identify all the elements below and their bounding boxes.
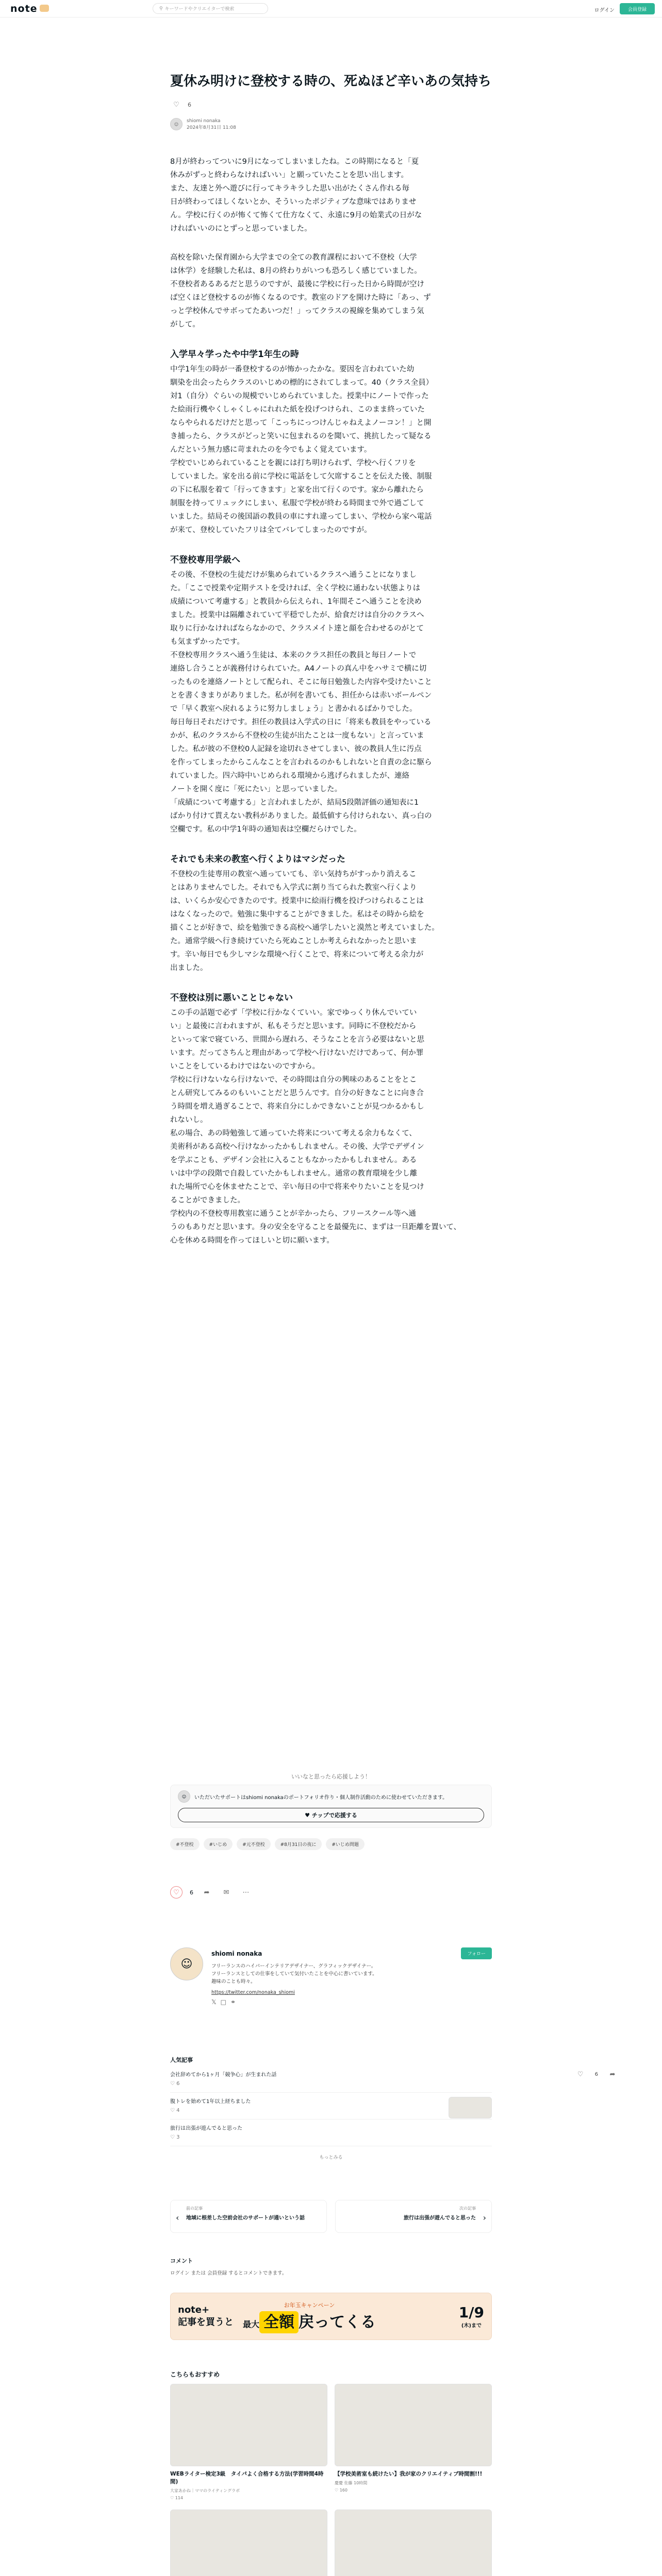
note-logo[interactable]: note: [10, 3, 49, 14]
recommend-thumb: [335, 2510, 492, 2576]
next-article[interactable]: › 次の記事 旅行は出張が遊んでると思った: [335, 2200, 492, 2233]
popular-articles: 人気記事 会社辞めてから1ヶ月「競争心」が生まれた話 ♡ 6 腹トレを始めて1年以上経ちました ♡ 4 旅行は出張が遊んでると思った ♡ 3 もっとみる: [170, 2056, 492, 2160]
comment-icon[interactable]: ✉: [223, 1888, 229, 1896]
heart-icon[interactable]: ♡: [335, 2488, 339, 2493]
instagram-icon[interactable]: □: [220, 1998, 227, 2006]
paragraph: その後、不登校の生徒だけが集められているクラスへ通うことになりまし た。「ここで授業や定期テストを受ければ、全く学校に通わない状態よりは 成績について考慮する」と教員から伝えられ、1年間そこへ通うことを決め ました。授業中は隔離されていて平穏でしたが、給食だけは自分のクラスへ 取りに行かなければならなかので、クラスメイト達と顔を合わせるのがとて も気まずかったです。 不登校専用クラスへ通う生徒は、本来のクラス担任の教員と毎日ノートで 連絡し合うことが義務付けられていた。A4ノートの真ん中をハサミで横に切 ったものを連絡ノートとして配られ、そこに毎日勉強した内容や受けたいこと とを書くきまりがありました。私が何を書いても、担任からは赤いボールペン で「早く教室へ戻れるように努力しましょう」と書かれるばかりでした。 毎日毎日それだけです。担任の教員は入学式の日に「将来も教員をやっている かが、私のクラスから不登校の生徒が出たことは一度もない」と言っていま した。私が彼の不登校0人記録を途切れさせてしまい、彼の教員人生に汚点 を作ってしまったからこんなことを言われるのかもしれないと自責の念に駆ら れていました。四六時中いじめられる環境から逃げられましたが、連絡 ノートを開く度に「死にたい」と思っていました。 「成績について考慮する」と言われましたが、結局5段階評価の通知表に1 ばかり付けて貰えない教科がありました。最低値すら付けられない、真っ白の 空欄です。私の中学1年時の通知表は空欄だらけでした。: [170, 571, 432, 834]
search-icon: ⚲: [159, 6, 163, 11]
article-title: 夏休み明けに登校する時の、死ぬほど辛いあの気持ち: [170, 74, 491, 89]
support-message: いただいたサポートはshiomi nonakaのポートフォリオ作り・個人制作活動のために使わせていただきます。: [194, 1794, 448, 1801]
avatar[interactable]: ☺: [170, 118, 183, 130]
x-icon[interactable]: 𝕏: [211, 1998, 217, 2006]
comment-login-link[interactable]: ログイン または 会員登録 するとコメントできます。: [170, 2270, 287, 2276]
signup-button[interactable]: 会員登録: [620, 3, 655, 14]
section-heading: それでも未来の教室へ行くよりはマシだった: [170, 854, 345, 865]
header: [0, 0, 662, 18]
recommend-card[interactable]: [170, 2384, 327, 2500]
campaign-banner[interactable]: note+ 記事を買うと お年玉キャンペーン 最大 全額 戻ってくる 1/9 (木)まで: [170, 2293, 492, 2340]
heart-icon[interactable]: ♡: [173, 100, 179, 109]
recommend: こちらもおすすめ WEBライター検定3級 タイパよく合格する方法(学習時間4時間) 大家あかね｜ママのライティングラボ ♡ 114 【学校美術室も続けたい】我が家のクリエイティブ時間割!!! 慶慶 佐藤 10時間 ♡ 160: [170, 2370, 492, 2576]
tag-chip[interactable]: #不登校: [170, 1838, 200, 1850]
follow-button[interactable]: フォロー: [461, 1947, 492, 1959]
profile-card: [170, 1947, 492, 2006]
author-name[interactable]: shiomi nonaka: [187, 118, 221, 124]
recommend-thumb: [170, 2384, 327, 2466]
share-icon[interactable]: ➦: [204, 1888, 210, 1896]
recommend-title[interactable]: 【学校美術室も続けたい】我が家のクリエイティブ時間割!!!: [335, 2471, 483, 2477]
side-share-icon[interactable]: ➦: [609, 2070, 616, 2078]
recommend-thumb: [335, 2384, 492, 2466]
chevron-left-icon: ‹: [176, 2213, 179, 2223]
paragraph: この手の話題で必ず「学校に行かなくていい。家でゆっくり休んでいてい い」と最後に言われますが、私もそうだと思います。同時に不登校だから といって家で寝ていろ、世間から遅れろ、そうなことを言う必要はないと思 います。だってさちんと理由があって学校へ行けないだけであって、何か罪 いことをしているわけではないのですから。 学校に行けないなら行けないで、その時間は自分の興味のあることをとこ とん研究してみるのもいいことだと思うんです。自分の好きなことに向き合 う時間を増え過ぎることで、将来自分にしかできないことが見つかるかもし れないし。 私の場合、あの時勉強して通っていた将来について考える余力もなくて、 美術科がある高校へ行けなかったかもしれません。その後、大学でデザイン を学ぶことも、デザイン会社に入ることもなかったかもしれません。ある いは中学の段階で自殺していたかもしれません。通常の教育環境を少し離 れた場所で心を休ませたことで、辛い毎日の中で将来やりたいことを見つけ ることができました。 学校内の不登校専用教室に通うことが辛かったら、フリースクール等へ通 うのもありだと思います。身の安全を守ることを最優先に、まずは一旦距離を置いて、 心を休める時間を作ってほしいと切に願います。: [170, 1009, 461, 1245]
like-heart-icon[interactable]: ♡: [170, 1886, 183, 1899]
recommend-card[interactable]: [170, 2510, 327, 2576]
post-date: 2024年8月31日 11:08: [187, 125, 236, 130]
paragraph: 高校を除いた保育園から大学までの全ての教育課程において不登校（大学 は休学）を経験した私は、8月の終わりがいつも恐ろしく感じていました。 不登校者あるあるだと思うのですが、最後に学校に行った日から時間が空け ば空くほど登校するのが怖くなるのです。教室のドアを開けた時に「あっ、ず っと学校休んでサボってたあいつだ！」ってクラスの視線を集めてしまう気 がして。: [170, 253, 431, 329]
popular-item[interactable]: 腹トレを始めて1年以上経ちました ♡ 4: [170, 2093, 492, 2120]
recommend-author: 慶慶 佐藤 10時間: [335, 2481, 368, 2485]
section-heading: 不登校専用学級へ: [170, 555, 240, 565]
chevron-right-icon: ›: [483, 2213, 486, 2223]
tag-chip[interactable]: #いじめ: [204, 1838, 233, 1850]
profile-avatar[interactable]: ☺: [170, 1947, 203, 1980]
paragraph: 不登校の生徒専用の教室へ通っていても、辛い気持ちがすっかり消えるこ とはありませんでした。それでも入学式に割り当てられた教室へ行くより は、いくらか安心できたのです。授業中に絵雨行機を投げつけられることは はなくなったので。勉強に集中することができました。私はその時から絵を 描くことが好きで、絵を勉強できる高校へ通学したいと漠然と考えていました。 た。通常学級へ行き続けていたら死ぬことしか考えられなかったと思いま す。辛い毎日でも少しマシな環境へ行くことで、将来について考える余力が 出ました。: [170, 870, 439, 972]
cat-icon: [40, 5, 49, 12]
recommend-card[interactable]: [335, 2510, 492, 2576]
tag-chip[interactable]: #いじめ問題: [326, 1838, 365, 1850]
heart-icon[interactable]: ♡: [170, 2496, 174, 2500]
article-like-row: [170, 98, 492, 111]
recommend-likes: 114: [175, 2496, 183, 2500]
recommend-title[interactable]: WEBライター検定3級 タイパよく合格する方法(学習時間4時間): [170, 2471, 324, 2485]
tip-button[interactable]: ♥ チップで応援する: [178, 1808, 484, 1822]
recommend-thumb: [170, 2510, 327, 2576]
recommend-card[interactable]: [335, 2384, 492, 2500]
tip-icon: ♥: [305, 1811, 312, 1819]
article-body: [170, 155, 492, 1247]
paragraph: 中学1年生の時が一番登校するのが怖かったかな。要因を言われていた幼 馴染を出会ったらクラスのいじめの標的にされてしまって。40（クラス全員） 対1（自分）ぐらいの規模でいじめられていました。授業中にノートで作った た絵雨行機やくしゃくしゃにれれた紙を投げつけられ、このまま終っていた ならやられるだけだと思って「こっちにっつけんじゃねえよノーコン！」と開 き捕ったら、クラスがどっと笑いに包まれるのを聞いて、挑抗したって疑なる んだという無力感に苛まれたのを今でもよく覚えています。 学校でいじめられていることを親には打ち明けられず、学校へ行くフリを していました。家を出る前に学校に電話をして欠席することを伝えた後、制服 の下に私服を着て「行ってきます」と家を出て行くのです。家から離れたら 制服を持ってリュックにしまい、私服で学校が終わる時間まで外で過ごして いました。結局その後国語の教員の車にすれ違ってしまい、学校から家へ電話 が来て、登校していたフリは全てバレてしまったのですが。: [170, 365, 434, 534]
tag-chip[interactable]: #元不登校: [237, 1838, 271, 1850]
like-count: 6: [188, 101, 191, 108]
more-link[interactable]: もっとみる: [319, 2155, 343, 2160]
paragraph: 8月が終わってついに9月になってしまいましたね。この時期になると「夏 休みがずっと終わらなければいい」と願っていたことを思い出します。 また、友達と外へ遊びに行ってキラキラした思い出がたくさん作れる毎 日が終わってほしくないとか、そういったポジティブな意味ではありませ ん。学校に行くのが怖くて怖くて仕方なくて、永遠に9月の始業式の日がな ければいいのにとずっと思っていました。: [170, 158, 422, 233]
side-heart-icon[interactable]: ♡: [577, 2070, 584, 2078]
author-block[interactable]: [170, 118, 492, 130]
action-bar: ♡ 6 ➦ ✉ ⋯: [170, 1886, 492, 1899]
popular-thumb: [449, 2097, 492, 2119]
section-heading: 不登校は別に悪いことじゃない: [170, 993, 293, 1003]
more-icon[interactable]: ⋯: [242, 1888, 250, 1896]
popular-item[interactable]: 旅行は出張が遊んでると思った ♡ 3: [170, 2120, 492, 2146]
website-icon[interactable]: ⚭: [230, 1998, 236, 2006]
section-heading: 入学早々学ったや中学1年生の時: [170, 349, 299, 360]
comments: コメント ログイン または 会員登録 するとコメントできます。: [170, 2257, 492, 2276]
profile-name[interactable]: shiomi nonaka: [211, 1950, 262, 1957]
support-box: [170, 1772, 492, 1899]
popular-item[interactable]: 会社辞めてから1ヶ月「競争心」が生まれた話 ♡ 6: [170, 2070, 492, 2093]
search-input[interactable]: ⚲ キーワードやクリエイターで検索: [153, 3, 268, 14]
recommend-likes: 160: [339, 2488, 347, 2493]
support-avatar: ☺: [178, 1790, 190, 1803]
profile-link[interactable]: https://twitter.com/nonaka_shiomi: [211, 1990, 295, 1995]
login-link[interactable]: ログイン: [594, 8, 615, 13]
support-question: いいなと思ったら応援しよう！: [291, 1773, 371, 1780]
prev-article[interactable]: ‹ 前の記事 地域に根差した空前会社のサポートが通いという話: [170, 2200, 327, 2233]
tag-chip[interactable]: #8月31日の夜に: [275, 1838, 322, 1850]
pager: [170, 2200, 492, 2233]
profile-bio: フリーランスのハイパーインテリアデザイナー、グラフィックデザイナー。 フリーランスとしての仕事をしていて気付いたことを中心に書いています。 趣味のことも時々。: [211, 1963, 377, 1985]
support-card: [170, 1785, 492, 1828]
article: [170, 72, 492, 1263]
side-like: ♡ 6 ➦: [574, 2068, 619, 2080]
recommend-author: 大家あかね｜ママのライティングラボ: [170, 2488, 240, 2493]
tag-list: [170, 1838, 492, 1850]
